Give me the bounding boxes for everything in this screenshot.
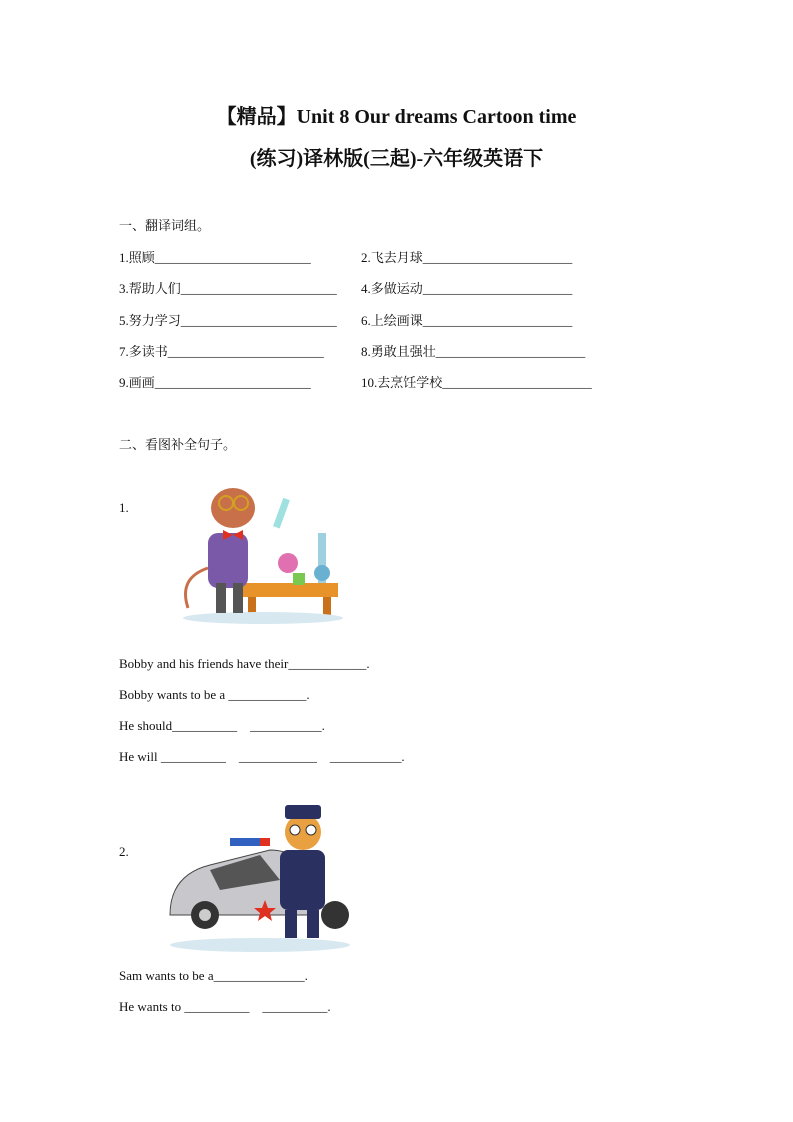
phrase-item: 6.上绘画课_______________________	[361, 313, 573, 328]
phrase-item: 9.画画________________________	[119, 375, 311, 390]
q1-sentence: He will __________ ____________ ___________.	[119, 749, 405, 764]
q2-sentence: Sam wants to be a______________.	[119, 968, 308, 983]
q1-sentence: Bobby and his friends have their____________.	[119, 656, 370, 671]
phrase-item: 4.多做运动_______________________	[361, 281, 573, 296]
q2-sentence: He wants to __________ __________.	[119, 999, 331, 1014]
phrase-item: 2.飞去月球_______________________	[361, 250, 573, 265]
phrase-item: 1.照顾________________________	[119, 250, 311, 265]
question-2-number: 2.	[119, 844, 129, 859]
phrase-item: 8.勇敢且强壮_______________________	[361, 344, 586, 359]
section2-heading: 二、看图补全句子。	[119, 437, 237, 452]
phrase-item: 7.多读书________________________	[119, 344, 324, 359]
section1-heading: 一、翻译词组。	[119, 218, 211, 233]
question-1-number: 1.	[119, 500, 129, 515]
title-line-1: 【精品】Unit 8 Our dreams Cartoon time	[216, 106, 577, 128]
police-cat-illustration	[165, 800, 360, 955]
title-line-2: (练习)译林版(三起)-六年级英语下	[249, 148, 544, 170]
phrase-item: 3.帮助人们________________________	[119, 281, 337, 296]
q1-sentence: Bobby wants to be a ____________.	[119, 687, 310, 702]
phrase-item: 5.努力学习________________________	[119, 313, 337, 328]
q1-sentence: He should__________ ___________.	[119, 718, 325, 733]
phrase-item: 10.去烹饪学校_______________________	[361, 375, 592, 390]
scientist-mouse-illustration	[178, 478, 353, 628]
